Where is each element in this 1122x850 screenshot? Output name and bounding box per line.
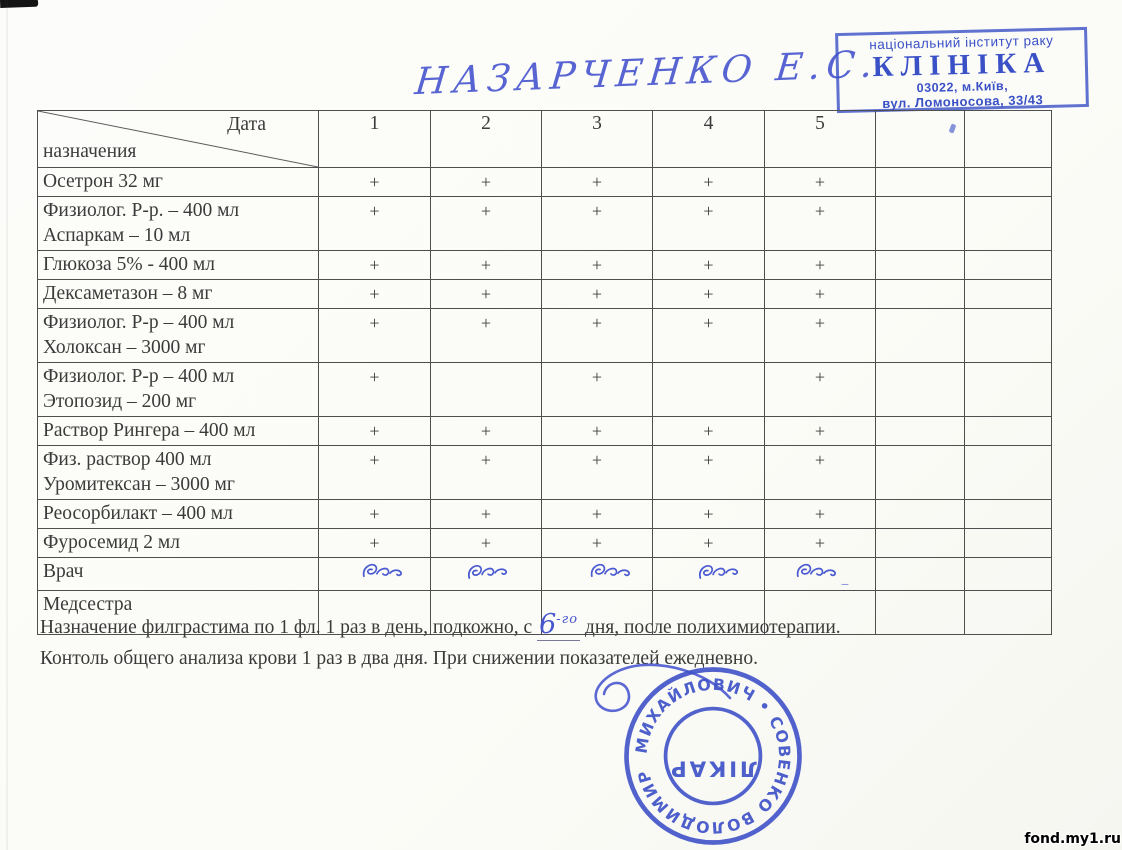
mark-cell: + (431, 309, 542, 363)
mark-cell: + (319, 529, 431, 558)
table-row (38, 197, 1052, 251)
table-row (38, 558, 1052, 591)
mark-cell: + (653, 446, 765, 500)
mark-cell (965, 251, 1052, 280)
mark-cell: + (431, 500, 542, 529)
header-assignment-label: назначения (43, 141, 137, 162)
note-line-2: Контоль общего анализа крови 1 раз в два дня. При снижении показателей ежедневно. (40, 648, 758, 669)
mark-cell (876, 251, 965, 280)
row-label-cell: Физиолог. Р-р. – 400 мл Аспаркам – 10 мл (38, 197, 319, 251)
mark-cell: + (542, 197, 653, 251)
treatment-table (37, 110, 1051, 635)
mark-cell: + (765, 197, 876, 251)
mark-cell (653, 363, 765, 417)
signature-cell (319, 558, 431, 591)
scan-edge-shadow (6, 0, 8, 850)
signature-cell (431, 558, 542, 591)
mark-cell (965, 168, 1052, 197)
signature-cell (542, 558, 653, 591)
mark-cell: + (319, 446, 431, 500)
signature-cell (876, 558, 965, 591)
mark-cell: + (653, 529, 765, 558)
mark-cell: + (653, 251, 765, 280)
mark-cell: + (765, 168, 876, 197)
table-row (38, 251, 1052, 280)
table-header-row (38, 111, 1052, 168)
signature-cell (965, 558, 1052, 591)
mark-cell: + (319, 280, 431, 309)
mark-cell: + (765, 417, 876, 446)
mark-cell: + (765, 529, 876, 558)
row-label-cell: Осетрон 32 мг (38, 168, 319, 197)
mark-cell: + (653, 168, 765, 197)
mark-cell (876, 363, 965, 417)
mark-cell: + (431, 280, 542, 309)
mark-cell: + (765, 500, 876, 529)
doctor-signature-icon (464, 560, 515, 585)
note-line-1: Назначение филграстима по 1 фл. 1 раз в день, подкожно, с $6^{-го}$ дня, после полихимиотерапии. (40, 609, 841, 640)
row-label-cell: Медсестра (38, 591, 319, 635)
doctor-signature-icon (793, 560, 844, 584)
mark-cell: + (542, 529, 653, 558)
signature-cell: _ (765, 558, 876, 591)
mark-cell: + (653, 309, 765, 363)
date-assignment-header-cell (38, 111, 319, 168)
mark-cell: + (431, 197, 542, 251)
mark-cell (876, 197, 965, 251)
mark-cell: + (542, 280, 653, 309)
stamp-center-text: ЛІКАР (668, 755, 758, 781)
mark-cell (965, 529, 1052, 558)
table-row (38, 446, 1052, 500)
row-label-cell: Фуросемид 2 мл (38, 529, 319, 558)
row-label-cell: Физиолог. Р-р – 400 мл Холоксан – 3000 мг (38, 309, 319, 363)
mark-cell: + (542, 168, 653, 197)
mark-cell: + (765, 309, 876, 363)
row-label-cell: Глюкоза 5% - 400 мл (38, 251, 319, 280)
mark-cell: + (431, 168, 542, 197)
doctor-round-stamp (617, 663, 809, 849)
mark-cell: + (431, 529, 542, 558)
mark-cell: + (319, 363, 431, 417)
mark-cell: + (765, 251, 876, 280)
mark-cell (965, 197, 1052, 251)
table-row (38, 500, 1052, 529)
clinic-stamp-postcode: 03022, м.Київ, (916, 78, 1009, 96)
clinic-stamp-title: КЛІНІКА (872, 46, 1052, 84)
mark-cell: + (431, 417, 542, 446)
table-row (38, 309, 1052, 363)
mark-cell (965, 309, 1052, 363)
mark-cell: + (319, 500, 431, 529)
table-row (38, 417, 1052, 446)
mark-cell: + (653, 500, 765, 529)
mark-cell: + (653, 197, 765, 251)
header-date-label: Дата (227, 114, 266, 135)
mark-cell: + (319, 309, 431, 363)
mark-cell (876, 500, 965, 529)
mark-cell: + (765, 446, 876, 500)
mark-cell (965, 363, 1052, 417)
day-column-header: 1 (319, 111, 431, 168)
mark-cell: + (431, 446, 542, 500)
mark-cell: + (319, 197, 431, 251)
mark-cell (876, 280, 965, 309)
mark-cell: + (319, 168, 431, 197)
day-column-header: 5 (765, 111, 876, 168)
mark-cell: + (653, 280, 765, 309)
mark-cell: + (765, 363, 876, 417)
day-column-header (965, 111, 1052, 168)
table-row (38, 168, 1052, 197)
mark-cell (431, 363, 542, 417)
handwritten-day-number: $6^{-го}$ (539, 609, 579, 640)
watermark: fond.my1.ru (1024, 831, 1121, 847)
mark-cell: + (542, 309, 653, 363)
clinic-stamp-institute: національний інститут раку (869, 32, 1054, 53)
row-label-cell: Дексаметазон – 8 мг (38, 280, 319, 309)
clinic-stamp (835, 27, 1089, 113)
signature-cell (653, 558, 765, 591)
notes-block (40, 610, 1080, 674)
mark-cell (876, 529, 965, 558)
mark-cell (965, 417, 1052, 446)
day-column-header: 3 (542, 111, 653, 168)
patient-name-handwritten: НАЗАРЧЕНКО Е.С. (412, 42, 881, 104)
mark-cell: + (319, 251, 431, 280)
mark-cell: + (431, 251, 542, 280)
mark-cell (965, 500, 1052, 529)
mark-cell: + (542, 500, 653, 529)
table-row (38, 529, 1052, 558)
mark-cell: + (542, 363, 653, 417)
mark-cell (876, 168, 965, 197)
mark-cell: + (542, 251, 653, 280)
table-row (38, 280, 1052, 309)
doctor-signature-icon (359, 560, 410, 584)
mark-cell (876, 417, 965, 446)
mark-cell: + (542, 417, 653, 446)
mark-cell: + (319, 417, 431, 446)
row-label-cell: Раствор Рингера – 400 мл (38, 417, 319, 446)
mark-cell: + (765, 280, 876, 309)
doctor-signature-icon (695, 560, 746, 585)
doctor-signature-icon (588, 560, 639, 584)
row-label-cell: Физиолог. Р-р – 400 мл Этопозид – 200 мг (38, 363, 319, 417)
stamp-ring-text: МИХАЙЛОВИЧ • СОВЕНКО ВОЛОДИМИР (631, 674, 795, 838)
row-label-cell: Врач (38, 558, 319, 591)
clinic-stamp-address: вул. Ломоносова, 33/43 (882, 92, 1044, 111)
mark-cell (876, 309, 965, 363)
day-column-header: 4 (653, 111, 765, 168)
table-row (38, 363, 1052, 417)
day-column-header: 2 (431, 111, 542, 168)
day-column-header (876, 111, 965, 168)
mark-cell: + (653, 417, 765, 446)
mark-cell (876, 446, 965, 500)
row-label-cell: Реосорбилакт – 400 мл (38, 500, 319, 529)
mark-cell: + (542, 446, 653, 500)
row-label-cell: Физ. раствор 400 мл Уромитексан – 3000 мг (38, 446, 319, 500)
mark-cell (965, 280, 1052, 309)
mark-cell (965, 446, 1052, 500)
